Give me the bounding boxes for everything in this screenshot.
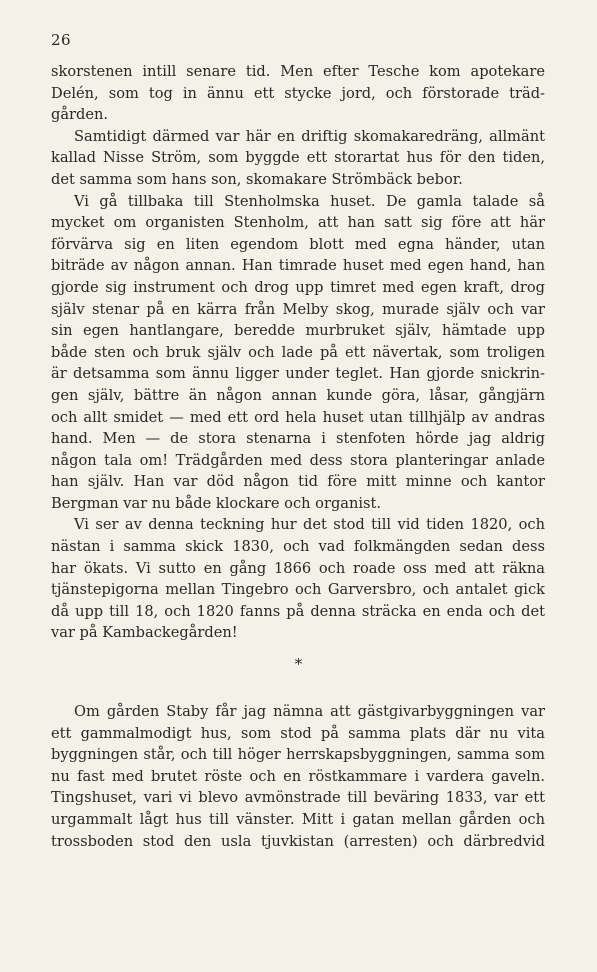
text-line: då upp till 18, och 1820 fanns på denna sträcka en enda och det xyxy=(51,602,545,620)
text-line: var på Kambackegården! xyxy=(51,624,238,642)
text-line: mycket om organisten Stenholm, att han satt sig före att här xyxy=(51,214,545,232)
text-line: tjänstepigorna mellan Tingebro och Garversbro, och antalet gick xyxy=(51,581,545,599)
text-line: nästan i samma skick 1830, och vad folkmängden sedan dess xyxy=(51,538,545,556)
page-number: 26 xyxy=(51,31,72,49)
paragraph xyxy=(51,126,545,191)
text-line: trossboden stod den usla tjuvkistan (arresten) och därbredvid xyxy=(51,832,545,850)
text-line: har ökats. Vi sutto en gång 1866 och roade oss med att räkna xyxy=(51,559,545,577)
text-line: Vi ser av denna teckning hur det stod till vid tiden 1820, och xyxy=(74,516,545,534)
paragraph xyxy=(51,61,545,126)
text-line: sin egen hantlangare, beredde murbruket själv, hämtade upp xyxy=(51,322,545,340)
text-line: kallad Nisse Ström, som byggde ett storartat hus för den tiden, xyxy=(51,149,545,167)
text-line: förvärva sig en liten egendom blott med egna händer, utan xyxy=(51,235,545,253)
text-line: han själv. Han var död någon tid före mitt minne och kantor xyxy=(51,473,545,491)
text-line: hand. Men — de stora stenarna i stenfoten hörde jag aldrig xyxy=(51,430,545,448)
text-line: Delén, som tog in ännu ett stycke jord, och förstorade träd- xyxy=(51,84,545,102)
text-line: skorstenen intill senare tid. Men efter Tesche kom apotekare xyxy=(51,63,545,80)
paragraph xyxy=(51,514,545,644)
text-line: Vi gå tillbaka till Stenholmska huset. De gamla talade så xyxy=(74,192,545,210)
text-line: Om gården Staby får jag nämna att gästgivarbyggningen var xyxy=(74,703,545,720)
text-line: gården. xyxy=(51,106,109,124)
text-line: Bergman var nu både klockare och organist. xyxy=(51,494,382,512)
text-line: gjorde sig instrument och drog upp timret med egen kraft, drog xyxy=(51,278,545,296)
text-line: både sten och bruk själv och lade på ett nävertak, som troligen xyxy=(51,343,545,361)
text-line: Tingshuset, vari vi blevo avmönstrade till beväring 1833, var ett xyxy=(51,789,545,807)
text-line: och allt smidet — med ett ord hela huset utan tillhjälp av andras xyxy=(51,408,545,426)
paragraph xyxy=(51,191,545,515)
text-line: någon tala om! Trädgården med dess stora planteringar anlade xyxy=(51,451,545,469)
text-line: biträde av någon annan. Han timrade huset med egen hand, han xyxy=(51,257,545,275)
paragraph xyxy=(51,701,545,852)
text-line: gen själv, bättre än någon annan kunde göra, låsar, gångjärn xyxy=(51,386,545,404)
section-separator: * xyxy=(294,655,303,673)
text-section-1 xyxy=(51,61,545,644)
text-line: är detsamma som ännu ligger under teglet. Han gjorde snickrin- xyxy=(51,365,545,383)
text-line: Samtidigt därmed var här en driftig skomakaredräng, allmänt xyxy=(74,127,545,145)
text-line: nu fast med brutet röste och en röstkammare i vardera gaveln. xyxy=(51,767,545,785)
text-line: urgammalt lågt hus till vänster. Mitt i gatan mellan gården och xyxy=(51,810,545,828)
text-line: ett gammalmodigt hus, som stod på samma plats där nu vita xyxy=(51,724,545,742)
text-line: själv stenar på en kärra från Melby skog, murade själv och var xyxy=(51,300,545,318)
text-line: det samma som hans son, skomakare Strömbäck bebor. xyxy=(51,170,463,188)
text-line: byggningen står, och till höger herrskapsbyggningen, samma som xyxy=(51,746,545,764)
text-section-2 xyxy=(51,701,545,852)
